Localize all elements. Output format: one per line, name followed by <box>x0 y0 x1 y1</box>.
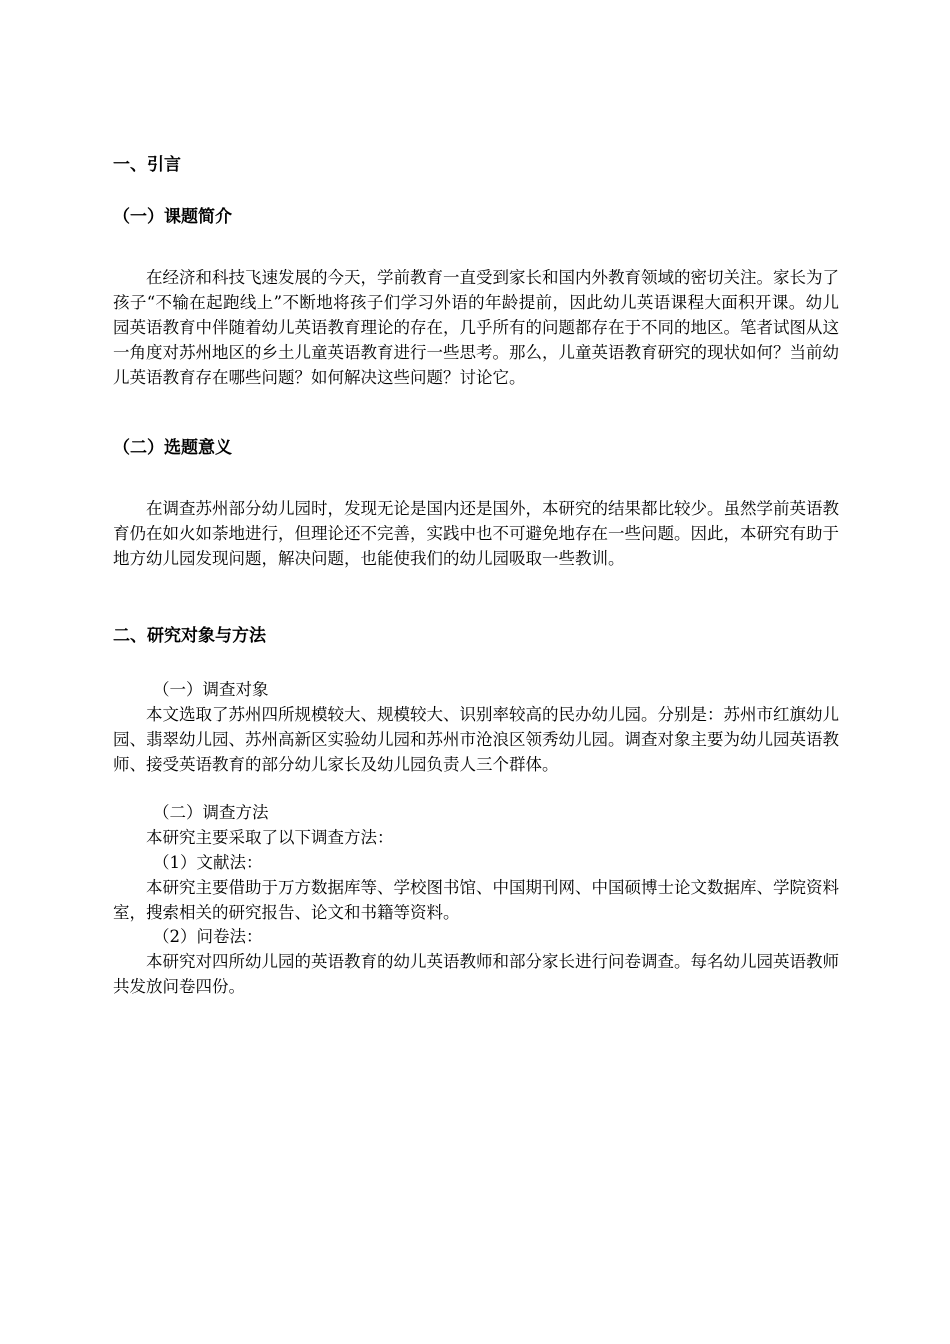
section-2-heading: 二、研究对象与方法 <box>113 626 266 646</box>
method-1-paragraph: 本研究主要借助于万方数据库等、学校图书馆、中国期刊网、中国硕博士论文数据库、学院资料室，搜索相关的研究报告、论文和书籍等资料。 <box>113 878 839 922</box>
method-1-heading: （1）文献法： <box>153 853 263 872</box>
subsection-1-2-paragraph: 在调查苏州部分幼儿园时，发现无论是国内还是国外，本研究的结果都比较少。虽然学前英语教育仍在如火如荼地进行，但理论还不完善，实践中也不可避免地存在一些问题。因此，本研究有助于地方幼儿园发现问题，解决问题，也能使我们的幼儿园吸取一些教训。 <box>113 499 839 568</box>
subsection-1-2-heading: （二）选题意义 <box>113 438 232 458</box>
subsection-2-2-heading: （二）调查方法 <box>153 803 269 822</box>
subsection-1-1-heading: （一）课题简介 <box>113 207 232 227</box>
subsection-1-1-paragraph: 在经济和科技飞速发展的今天，学前教育一直受到家长和国内外教育领域的密切关注。家长为了孩子“不输在起跑线上”不断地将孩子们学习外语的年龄提前，因此幼儿英语课程大面积开课。幼儿园英语教育中伴随着幼儿英语教育理论的存在，几乎所有的问题都存在于不同的地区。笔者试图从这一角度对苏州地区的乡土儿童英语教育进行一些思考。那么，儿童英语教育研究的现状如何？当前幼儿英语教育存在哪些问题？如何解决这些问题？讨论它。 <box>113 268 839 387</box>
subsection-2-1-heading: （一）调查对象 <box>153 680 269 699</box>
subsection-2-1-paragraph: 本文选取了苏州四所规模较大、规模较大、识别率较高的民办幼儿园。分别是：苏州市红旗幼儿园、翡翠幼儿园、苏州高新区实验幼儿园和苏州市沧浪区领秀幼儿园。调查对象主要为幼儿园英语教师、接受英语教育的部分幼儿家长及幼儿园负责人三个群体。 <box>113 705 839 774</box>
method-2-paragraph: 本研究对四所幼儿园的英语教育的幼儿英语教师和部分家长进行问卷调查。每名幼儿园英语教师共发放问卷四份。 <box>113 952 839 996</box>
method-2-heading: （2）问卷法： <box>153 927 263 946</box>
methods-intro: 本研究主要采取了以下调查方法： <box>146 828 394 847</box>
section-1-heading: 一、引言 <box>113 155 181 175</box>
